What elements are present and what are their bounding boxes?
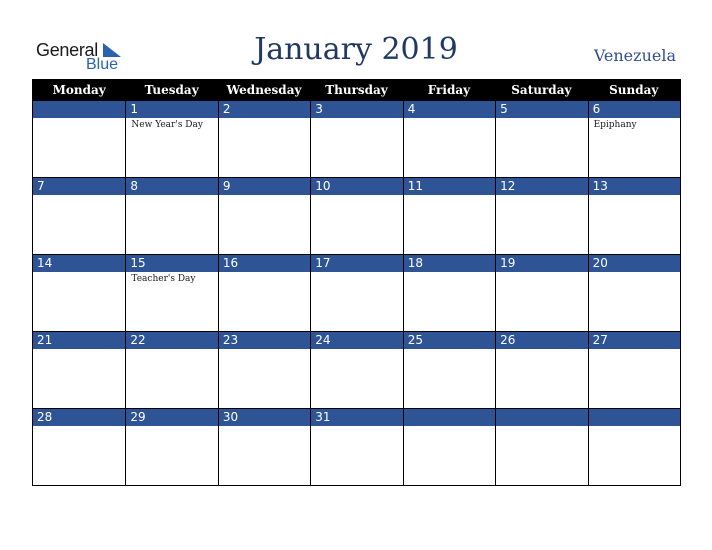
day-number: 14 — [33, 255, 125, 272]
holiday-label — [311, 195, 402, 197]
day-number: 1 — [126, 101, 217, 118]
day-cell[interactable] — [125, 101, 217, 177]
day-number: 21 — [33, 332, 125, 349]
weekday-header-row — [32, 79, 681, 101]
weekday-header-friday: Friday — [427, 83, 471, 97]
holiday-label — [589, 195, 680, 197]
day-number: 4 — [404, 101, 495, 118]
day-cell[interactable] — [588, 409, 680, 485]
day-cell[interactable] — [588, 101, 680, 177]
weekday-header-thursday: Thursday — [325, 83, 388, 97]
day-cell[interactable] — [33, 409, 125, 485]
calendar-grid — [32, 79, 681, 487]
holiday-label — [219, 118, 310, 120]
day-cell[interactable] — [495, 255, 587, 331]
day-number: 6 — [589, 101, 680, 118]
holiday-label — [496, 349, 587, 351]
holiday-label — [33, 349, 125, 351]
day-cell[interactable] — [403, 101, 495, 177]
holiday-label — [496, 118, 587, 120]
week-row — [32, 332, 681, 409]
day-cell[interactable] — [588, 255, 680, 331]
holiday-label — [496, 272, 587, 274]
day-cell[interactable] — [403, 255, 495, 331]
holiday-label — [589, 349, 680, 351]
day-cell[interactable] — [310, 178, 402, 254]
weekday-header-saturday: Saturday — [511, 83, 572, 97]
day-cell[interactable] — [495, 101, 587, 177]
day-number: 25 — [404, 332, 495, 349]
day-number — [496, 409, 587, 426]
holiday-label: Epiphany — [593, 120, 637, 130]
holiday-label: New Year's Day — [131, 120, 203, 130]
holiday-label — [404, 426, 495, 428]
holiday-label — [219, 426, 310, 428]
day-number: 29 — [126, 409, 217, 426]
day-cell[interactable] — [403, 178, 495, 254]
holiday-label — [404, 195, 495, 197]
day-cell[interactable] — [310, 332, 402, 408]
holiday-label — [219, 272, 310, 274]
day-number: 18 — [404, 255, 495, 272]
calendar-weeks — [32, 101, 681, 486]
logo-word-general: General — [36, 40, 98, 60]
day-number: 2 — [219, 101, 310, 118]
holiday-label — [311, 118, 402, 120]
weekday-header-tuesday: Tuesday — [144, 83, 199, 97]
holiday-label — [126, 195, 217, 197]
holiday-label — [496, 426, 587, 428]
day-number: 5 — [496, 101, 587, 118]
day-cell[interactable] — [218, 409, 310, 485]
day-number: 24 — [311, 332, 402, 349]
holiday-label — [404, 349, 495, 351]
holiday-label — [219, 349, 310, 351]
week-row — [32, 101, 681, 178]
country-label: Venezuela — [593, 46, 676, 65]
day-cell[interactable] — [495, 332, 587, 408]
day-cell[interactable] — [218, 255, 310, 331]
week-row — [32, 255, 681, 332]
day-number: 31 — [311, 409, 402, 426]
page-title: January 2019 — [254, 32, 458, 67]
day-number: 20 — [589, 255, 680, 272]
day-number: 26 — [496, 332, 587, 349]
day-number: 16 — [219, 255, 310, 272]
day-cell[interactable] — [33, 332, 125, 408]
day-number: 3 — [311, 101, 402, 118]
day-number: 22 — [126, 332, 217, 349]
week-row — [32, 178, 681, 255]
holiday-label — [589, 272, 680, 274]
day-cell[interactable] — [310, 101, 402, 177]
day-number: 10 — [311, 178, 402, 195]
day-number: 11 — [404, 178, 495, 195]
day-number — [33, 101, 125, 118]
day-number: 30 — [219, 409, 310, 426]
weekday-header-wednesday: Wednesday — [226, 83, 302, 97]
holiday-label — [496, 195, 587, 197]
holiday-label — [404, 118, 495, 120]
holiday-label — [311, 272, 402, 274]
day-number — [404, 409, 495, 426]
day-cell[interactable] — [33, 101, 125, 177]
holiday-label — [219, 195, 310, 197]
day-cell[interactable] — [125, 255, 217, 331]
day-cell[interactable] — [33, 178, 125, 254]
day-cell[interactable] — [125, 409, 217, 485]
holiday-label — [311, 426, 402, 428]
day-number: 9 — [219, 178, 310, 195]
day-cell[interactable] — [588, 178, 680, 254]
logo-word-blue: Blue — [86, 56, 119, 73]
day-number: 7 — [33, 178, 125, 195]
week-row — [32, 409, 681, 486]
weekday-header-sunday: Sunday — [609, 83, 659, 97]
holiday-label — [126, 426, 217, 428]
day-cell[interactable] — [33, 255, 125, 331]
day-number: 19 — [496, 255, 587, 272]
day-number: 8 — [126, 178, 217, 195]
day-cell[interactable] — [218, 178, 310, 254]
day-number — [589, 409, 680, 426]
holiday-label — [33, 195, 125, 197]
day-cell[interactable] — [218, 101, 310, 177]
day-cell[interactable] — [125, 332, 217, 408]
day-cell[interactable] — [403, 409, 495, 485]
day-cell[interactable] — [588, 332, 680, 408]
day-cell[interactable] — [403, 332, 495, 408]
holiday-label — [589, 426, 680, 428]
day-number: 12 — [496, 178, 587, 195]
day-number: 23 — [219, 332, 310, 349]
holiday-label — [311, 349, 402, 351]
day-cell[interactable] — [125, 178, 217, 254]
day-cell[interactable] — [310, 255, 402, 331]
day-cell[interactable] — [495, 409, 587, 485]
holiday-label: Teacher's Day — [131, 274, 196, 284]
weekday-header-monday: Monday — [52, 83, 106, 97]
day-cell[interactable] — [310, 409, 402, 485]
holiday-label — [126, 349, 217, 351]
day-number: 15 — [126, 255, 217, 272]
day-number: 27 — [589, 332, 680, 349]
day-number: 28 — [33, 409, 125, 426]
holiday-label — [33, 426, 125, 428]
day-number: 17 — [311, 255, 402, 272]
holiday-label — [33, 118, 125, 120]
day-number: 13 — [589, 178, 680, 195]
day-cell[interactable] — [218, 332, 310, 408]
day-cell[interactable] — [495, 178, 587, 254]
holiday-label — [404, 272, 495, 274]
holiday-label — [33, 272, 125, 274]
